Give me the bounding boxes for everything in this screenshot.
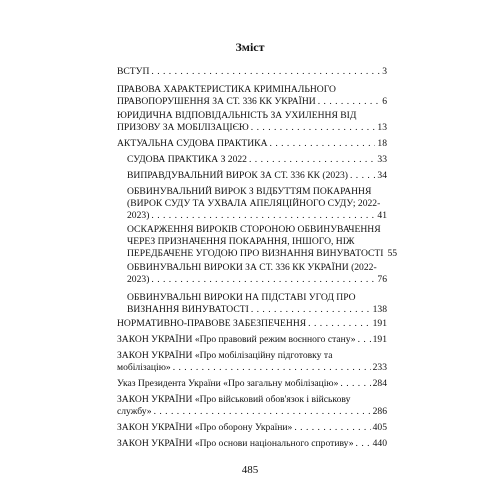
- toc-leader-dots: [358, 334, 371, 346]
- toc-page-number: 191: [372, 318, 387, 329]
- toc-leader-dots: [350, 170, 375, 182]
- toc-entry-last-line: [127, 248, 398, 260]
- toc-leader-dots: [318, 96, 380, 108]
- toc-entry-line: ЧЕРЕЗ ПРИЗНАЧЕННЯ ПОКАРАННЯ, ІНШОГО, НІЖ: [127, 236, 355, 247]
- toc-leader-dots: [356, 438, 371, 450]
- toc-page-number: 13: [377, 122, 387, 133]
- toc-entry-last-line: [117, 122, 387, 134]
- toc-entry-last-line: [117, 138, 387, 150]
- toc-leader-dots: [251, 304, 371, 316]
- toc-entry-last-line: [127, 170, 387, 182]
- toc-entry-line: ЮРИДИЧНА ВІДПОВІДАЛЬНІСТЬ ЗА УХИЛЕННЯ ВІД: [117, 110, 357, 121]
- toc-page-number: 34: [377, 170, 387, 181]
- toc-title: Зміст: [235, 40, 265, 54]
- toc-entry-label: ЗАКОН УКРАЇНИ «Про основи національного спротиву»: [117, 438, 354, 449]
- toc-page-number: 33: [377, 154, 387, 165]
- toc-entry-last-line: [127, 210, 387, 222]
- toc-page-number: 405: [372, 422, 387, 433]
- toc-entry[interactable]: [127, 262, 387, 286]
- toc-entry-last-line: [117, 422, 387, 434]
- toc-entry-last-line: [127, 304, 387, 316]
- toc-page-number: 55: [387, 248, 398, 259]
- toc-entry-label: ПЕРЕДБАЧЕНЕ УГОДОЮ ПРО ВИЗНАННЯ ВИНУВАТОСТІ: [127, 248, 384, 259]
- toc-entry[interactable]: [117, 422, 387, 434]
- toc-entry[interactable]: [117, 438, 387, 450]
- toc-leader-dots: [173, 362, 371, 374]
- toc-entry[interactable]: [117, 394, 387, 418]
- toc-entry[interactable]: [127, 186, 387, 222]
- toc-entry-label: ВИПРАВДУВАЛЬНИЙ ВИРОК ЗА СТ. 336 КК (2023): [127, 170, 348, 181]
- toc-page-number: 6: [382, 96, 387, 107]
- toc-page-number: 76: [377, 274, 387, 285]
- toc-entry-line: ПРАВОВА ХАРАКТЕРИСТИКА КРИМІНАЛЬНОГО: [117, 84, 336, 95]
- toc-entry-line: ОБВИНУВАЛЬНІ ВИРОКИ НА ПІДСТАВІ УГОД ПРО: [127, 292, 356, 303]
- toc-entry-label: мобілізацію»: [117, 362, 171, 373]
- toc-page-number: 191: [372, 334, 387, 345]
- toc-leader-dots: [308, 318, 370, 330]
- toc-entry-label: ПРИЗОВУ ЗА МОБІЛІЗАЦІЄЮ: [117, 122, 249, 133]
- toc-entry-label: СУДОВА ПРАКТИКА З 2022: [127, 154, 247, 165]
- toc-entry[interactable]: [117, 350, 387, 374]
- toc-entry[interactable]: [127, 170, 387, 182]
- toc-leader-dots: [249, 154, 375, 166]
- toc-entry[interactable]: [127, 154, 387, 166]
- toc-entry-line: ОБВИНУВАЛЬНІ ВИРОКИ ЗА СТ. 336 КК УКРАЇНИ (2022-: [127, 262, 377, 273]
- toc-entry-line: ЗАКОН УКРАЇНИ «Про військовий обов'язок і військову: [117, 394, 351, 405]
- toc-entry-last-line: [117, 96, 387, 108]
- toc-entry-label: Указ Президента України «Про загальну мобілізацію»: [117, 378, 339, 389]
- toc-entry-last-line: [117, 438, 387, 450]
- toc-leader-dots: [154, 406, 371, 418]
- toc-leader-dots: [151, 66, 380, 78]
- toc-entry-last-line: [117, 66, 387, 78]
- toc-entry-label: ВСТУП: [117, 66, 150, 77]
- toc-leader-dots: [151, 274, 375, 286]
- toc-entry[interactable]: [127, 292, 387, 316]
- toc-leader-dots: [251, 122, 376, 134]
- toc-page-number: 284: [372, 378, 387, 389]
- toc-page-number: 138: [372, 304, 387, 315]
- toc-entry-line: ЗАКОН УКРАЇНИ «Про мобілізаційну підготовку та: [117, 350, 333, 361]
- toc-page-number: 3: [382, 66, 387, 77]
- toc-entry[interactable]: [117, 66, 387, 78]
- toc-page-number: 18: [377, 138, 387, 149]
- toc-leader-dots: [294, 422, 370, 434]
- toc-entry-line: (ВИРОК СУДУ ТА УХВАЛА АПЕЛЯЦІЙНОГО СУДУ; 2022-: [127, 198, 381, 209]
- toc-page-number: 233: [372, 362, 387, 373]
- page-number: 485: [241, 464, 259, 476]
- toc-entry-label: ЗАКОН УКРАЇНИ «Про правовий режим воєнного стану»: [117, 334, 356, 345]
- toc-entry-label: ЗАКОН УКРАЇНИ «Про оборону України»: [117, 422, 293, 433]
- toc-page-number: 286: [372, 406, 387, 417]
- toc-page-number: 41: [377, 210, 387, 221]
- toc-leader-dots: [151, 210, 375, 222]
- toc-entry-label: службу»: [117, 406, 152, 417]
- toc-entry-label: 2023): [127, 210, 150, 221]
- toc-entry[interactable]: [127, 224, 398, 260]
- toc-entry-last-line: [117, 362, 387, 374]
- toc-entry-last-line: [117, 318, 387, 330]
- toc-entry[interactable]: [117, 84, 387, 108]
- toc-entry-line: ОСКАРЖЕННЯ ВИРОКІВ СТОРОНОЮ ОБВИНУВАЧЕННЯ: [127, 224, 381, 235]
- toc-entry-label: ПРАВОПОРУШЕННЯ ЗА СТ. 336 КК УКРАЇНИ: [117, 96, 316, 107]
- toc-leader-dots: [270, 138, 376, 150]
- toc-entry[interactable]: [117, 334, 387, 346]
- toc-entry-label: 2023): [127, 274, 150, 285]
- toc-entry-last-line: [117, 378, 387, 390]
- toc-entry[interactable]: [117, 318, 387, 330]
- toc-entry-label: АКТУАЛЬНА СУДОВА ПРАКТИКА: [117, 138, 268, 149]
- toc-entry-line: ОБВИНУВАЛЬНИЙ ВИРОК З ВІДБУТТЯМ ПОКАРАННЯ: [127, 186, 372, 197]
- toc-entry-last-line: [127, 274, 387, 286]
- toc-entry-last-line: [117, 334, 387, 346]
- toc-entry[interactable]: [117, 110, 387, 134]
- toc-page-number: 440: [372, 438, 387, 449]
- toc-entry-label: ВИЗНАННЯ ВИНУВАТОСТІ: [127, 304, 249, 315]
- toc-entry-label: НОРМАТИВНО-ПРАВОВЕ ЗАБЕЗПЕЧЕННЯ: [117, 318, 307, 329]
- toc-entry[interactable]: [117, 138, 387, 150]
- toc-entry[interactable]: [117, 378, 387, 390]
- toc-entry-last-line: [127, 154, 387, 166]
- toc-leader-dots: [340, 378, 370, 390]
- toc-entry-last-line: [117, 406, 387, 418]
